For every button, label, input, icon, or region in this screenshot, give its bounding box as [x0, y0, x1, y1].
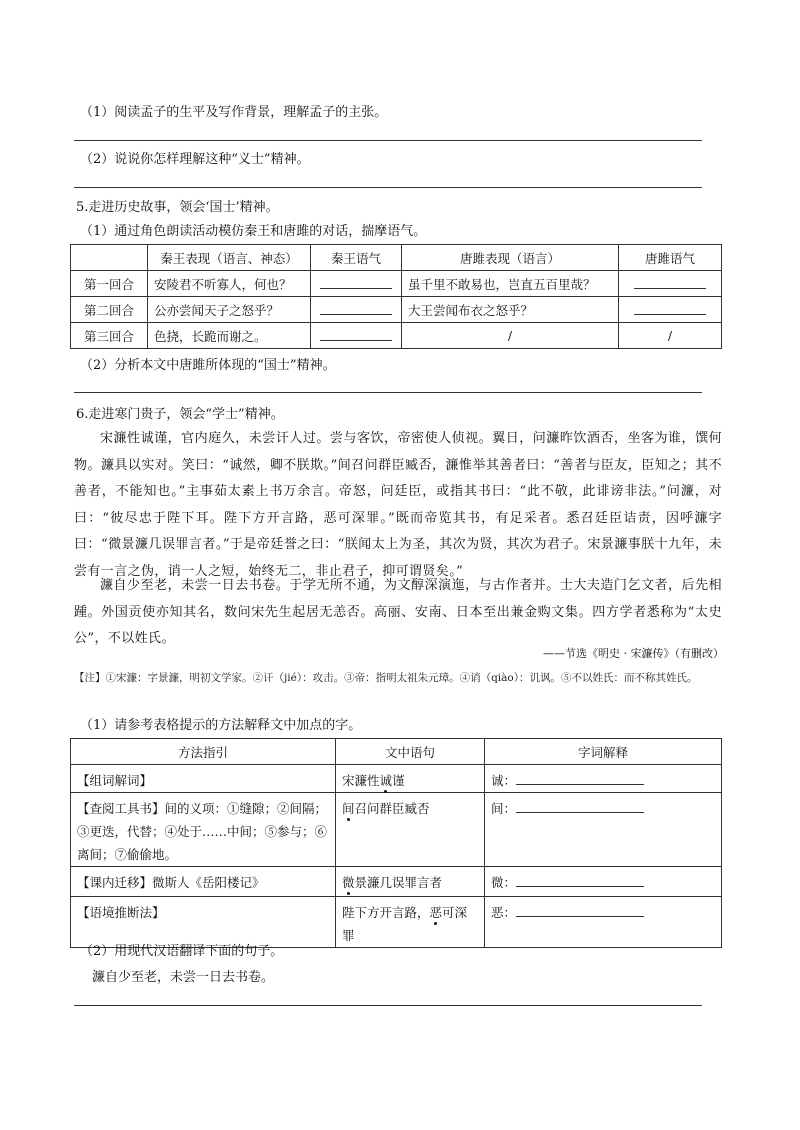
sentence-cell: 宋濂性诚谨	[336, 765, 485, 793]
table-header	[71, 245, 148, 271]
passage-source: ——节选《明史 · 宋濂传》（有删改）	[543, 647, 724, 660]
tang-cell: 大王尝闻布衣之怒乎？	[402, 297, 619, 323]
tang-tone-blank[interactable]	[619, 297, 722, 323]
qin-cell: 安陵君不听寡人，何也？	[148, 271, 311, 297]
round-cell: 第三回合	[71, 323, 148, 349]
qin-tone-blank[interactable]	[311, 271, 402, 297]
annotation-note: 【注】①宋濂：字景濂，明初文学家。②讦（jié）：攻击。③帝：指明太祖朱元璋。④诮（qiào）：讥讽。⑤不以姓氏：而不称其姓氏。	[74, 672, 698, 684]
qin-tone-blank[interactable]	[311, 323, 402, 349]
method-cell: 【语境推断法】	[71, 897, 336, 948]
table-header: 字词解释	[485, 739, 722, 765]
dotted-char: 间	[342, 801, 355, 816]
dotted-char: 诚	[379, 773, 393, 788]
table-row	[71, 271, 722, 297]
qin-cell: 色挠，长跪而谢之。	[148, 323, 311, 349]
table-header: 秦王语气	[311, 245, 402, 271]
passage-para-2: 濂自少至老，未尝一日去书卷。于学无所不通，为文醇深演迤，与古作者并。士大夫造门乞文者，后先相踵。外国贡使亦知其名，数问宋先生起居无恙否。高丽、安南、日本至出兼金购文集。四方学者悉称为“太史公”，不以姓氏。	[74, 578, 722, 646]
table-header: 唐雎表现（语言）	[402, 245, 619, 271]
answer-line	[74, 392, 702, 393]
q6-title: 6.走进寒门贵子，领会“学士”精神。	[76, 407, 284, 422]
q5-sub1: （1）通过角色朗读活动模仿秦王和唐雎的对话，揣摩语气。	[80, 224, 427, 239]
answer-line	[74, 140, 702, 141]
dotted-char: 恶	[429, 905, 443, 920]
answer-line	[74, 187, 702, 188]
method-cell: 【查阅工具书】间的义项：①缝隙；②间隔；③更迭，代替；④处于……中间；⑤参与；⑥离间；⑦偷偷地。	[71, 793, 336, 867]
table-row	[71, 765, 722, 793]
passage-para-1: 宋濂性诚谨，官内庭久，未尝讦人过。尝与客饮，帝密使人侦视。翼日，问濂昨饮酒否，坐客为谁，馔何物。濂具以实对。笑曰：“诚然，卿不朕欺。”间召问群臣臧否，濂惟举其善者曰：“善者与臣友，臣知之；其不善者，不能知也。”主事茹太素上书万余言。帝怒，问廷臣，或指其书曰：“此不敬，此诽谤非法。”问濂，对曰：“彼尽忠于陛下耳。陛下方开言路，恶可深罪。”既而帝览其书，有足采者。悉召廷臣诘责，因呼濂字曰：“微景濂几误罪言者。”于是帝廷誉之曰：“朕闻太上为圣，其次为贤，其次为君子。宋景濂事朕十九年，未尝有一言之伪，诮一人之短，始终无二，非止君子，抑可谓贤矣。”	[74, 431, 722, 579]
sentence-cell: 陛下方开言路，恶可深罪	[336, 897, 485, 948]
method-cell: 【课内迁移】微斯人《岳阳楼记》	[71, 867, 336, 897]
table-row	[71, 867, 722, 897]
answer-line	[74, 1005, 702, 1006]
table-header: 方法指引	[71, 739, 336, 765]
round-cell: 第一回合	[71, 271, 148, 297]
translate-sentence: 濂自少至老，未尝一日去书卷。	[92, 970, 275, 985]
qin-cell: 公亦尝闻天子之怒乎？	[148, 297, 311, 323]
word-cell[interactable]: 间：	[485, 793, 722, 867]
table-row	[71, 297, 722, 323]
sentence-cell: 微景濂几误罪言者	[336, 867, 485, 897]
method-cell: 【组词解词】	[71, 765, 336, 793]
q6-sub1: （1）请参考表格提示的方法解释文中加点的字。	[80, 718, 362, 733]
table-header: 秦王表现（语言、神态）	[148, 245, 311, 271]
dotted-char: 微	[342, 875, 355, 890]
q5-title: 5.走进历史故事，领会‘国士’精神。	[76, 200, 279, 215]
tang-tone-slash: /	[619, 323, 722, 349]
tang-cell: 虽千里不敢易也，岂直五百里哉？	[402, 271, 619, 297]
table-row	[71, 793, 722, 867]
table-header: 文中语句	[336, 739, 485, 765]
tang-cell: /	[402, 323, 619, 349]
tang-tone-blank[interactable]	[619, 271, 722, 297]
word-cell[interactable]: 微：	[485, 867, 722, 897]
dialogue-table	[70, 244, 722, 349]
round-cell: 第二回合	[71, 297, 148, 323]
table-header: 唐雎语气	[619, 245, 722, 271]
vocab-table	[70, 738, 722, 948]
table-row	[71, 897, 722, 948]
word-cell[interactable]: 诚：	[485, 765, 722, 793]
q5-sub2: （2）分析本文中唐雎所体现的“国士”精神。	[80, 358, 336, 373]
q6-sub2: （2）用现代汉语翻译下面的句子。	[80, 944, 284, 959]
qin-tone-blank[interactable]	[311, 297, 402, 323]
table-row	[71, 323, 722, 349]
word-cell[interactable]: 恶：	[485, 897, 722, 948]
q4-sub1: （1）阅读孟子的生平及写作背景，理解孟子的主张。	[80, 105, 388, 120]
q4-sub2: （2）说说你怎样理解这种“义士”精神。	[80, 152, 310, 167]
sentence-cell: 间召问群臣臧否	[336, 793, 485, 867]
